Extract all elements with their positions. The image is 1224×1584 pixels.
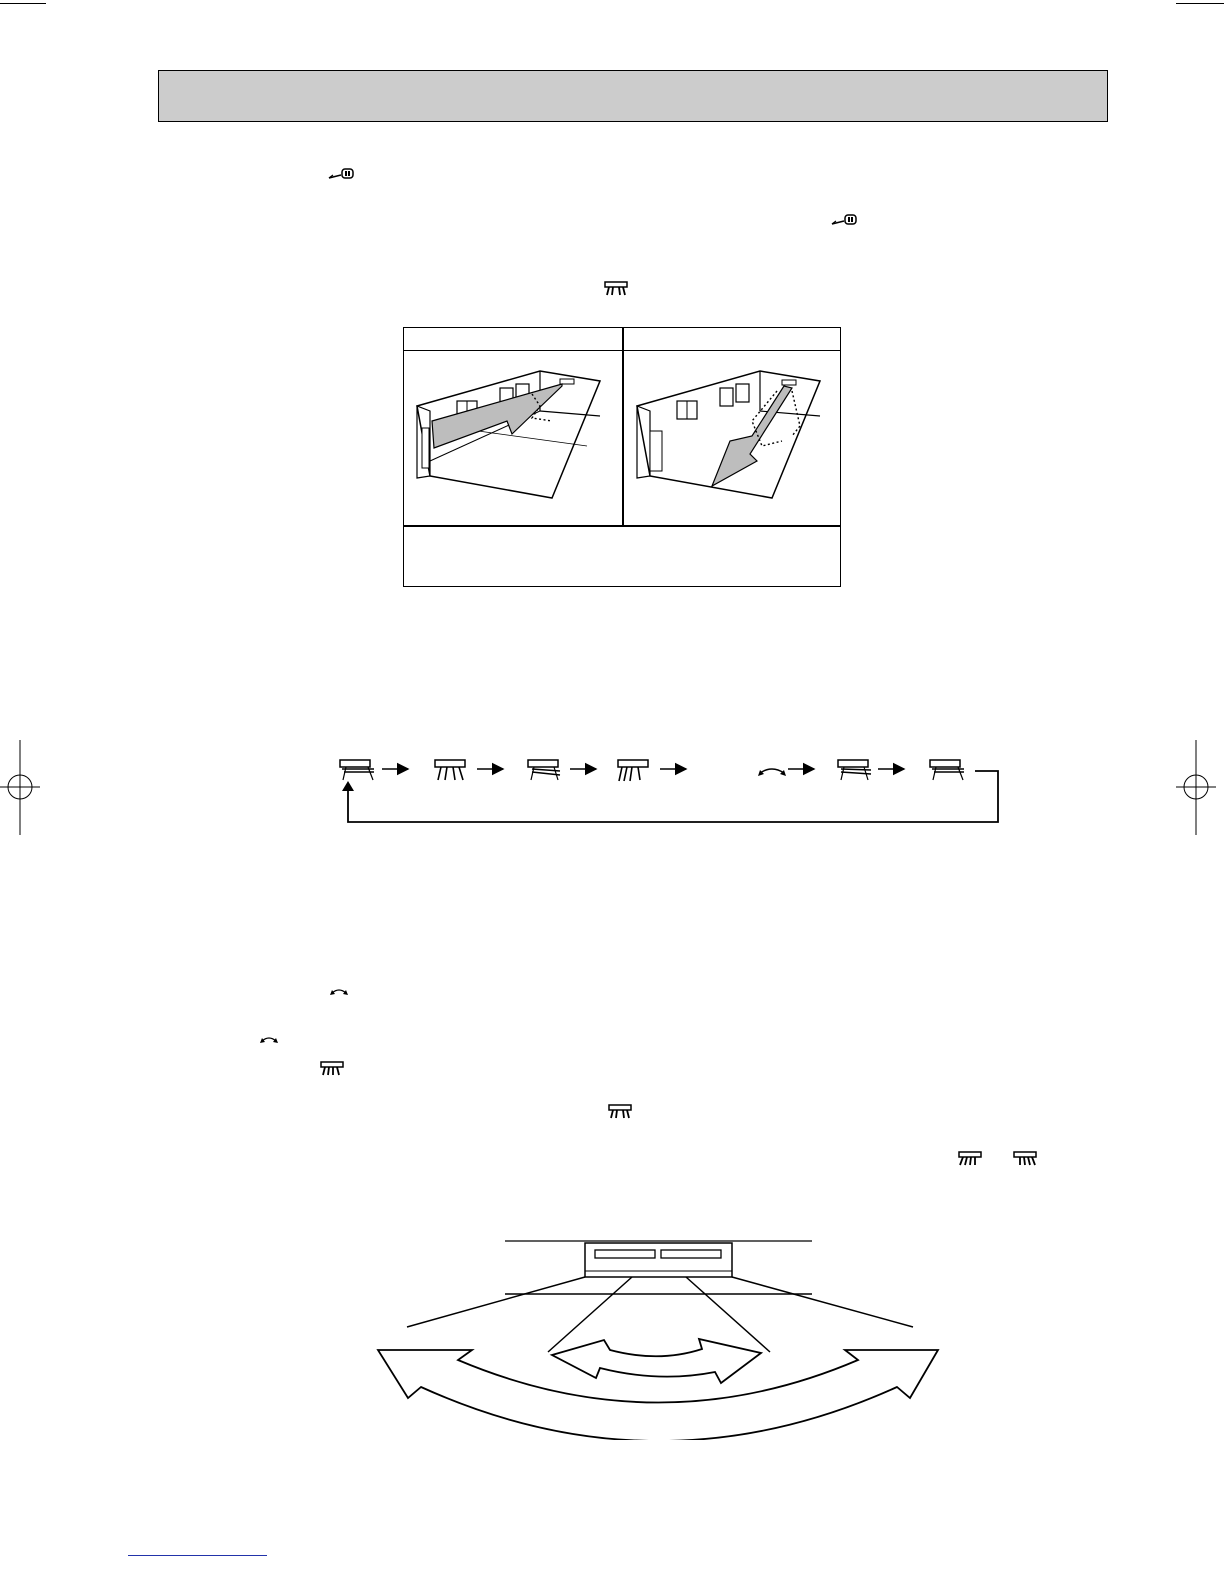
section-title-bar <box>158 70 1108 122</box>
vane-icon <box>1013 1151 1037 1167</box>
narrow-swing-arrow <box>552 1339 761 1383</box>
remote-sensor-icon <box>830 212 858 228</box>
vane-position-1-icon <box>340 760 374 780</box>
horizontal-airflow-range-diagram <box>370 1235 950 1440</box>
vane-position-6-icon <box>930 760 964 780</box>
swing-icon <box>758 769 786 776</box>
vane-cycle-diagram <box>330 755 1005 830</box>
airflow-comparison-figure <box>403 327 841 587</box>
vane-position-3-icon <box>528 760 560 780</box>
crop-mark-top-left <box>0 3 46 4</box>
crop-mark-top-right <box>1176 3 1224 4</box>
vane-position-2-icon <box>435 760 465 780</box>
room-illustration-horizontal-flow <box>412 366 612 516</box>
vane-icon <box>608 1104 632 1120</box>
vane-icon <box>320 1061 344 1077</box>
room-illustration-downward-flow <box>632 366 832 516</box>
vane-icon <box>958 1151 982 1167</box>
registration-mark-left <box>0 740 40 835</box>
remote-sensor-icon <box>327 166 355 182</box>
swing-icon <box>330 986 348 996</box>
figure-caption-divider <box>404 525 840 527</box>
vane-position-4-icon <box>618 760 648 781</box>
footer-rule <box>128 1555 267 1556</box>
swing-icon <box>260 1034 278 1044</box>
vane-icon <box>604 281 628 297</box>
figure-column-divider <box>622 328 624 526</box>
registration-mark-right <box>1176 740 1216 835</box>
vane-position-5-icon <box>838 760 871 780</box>
